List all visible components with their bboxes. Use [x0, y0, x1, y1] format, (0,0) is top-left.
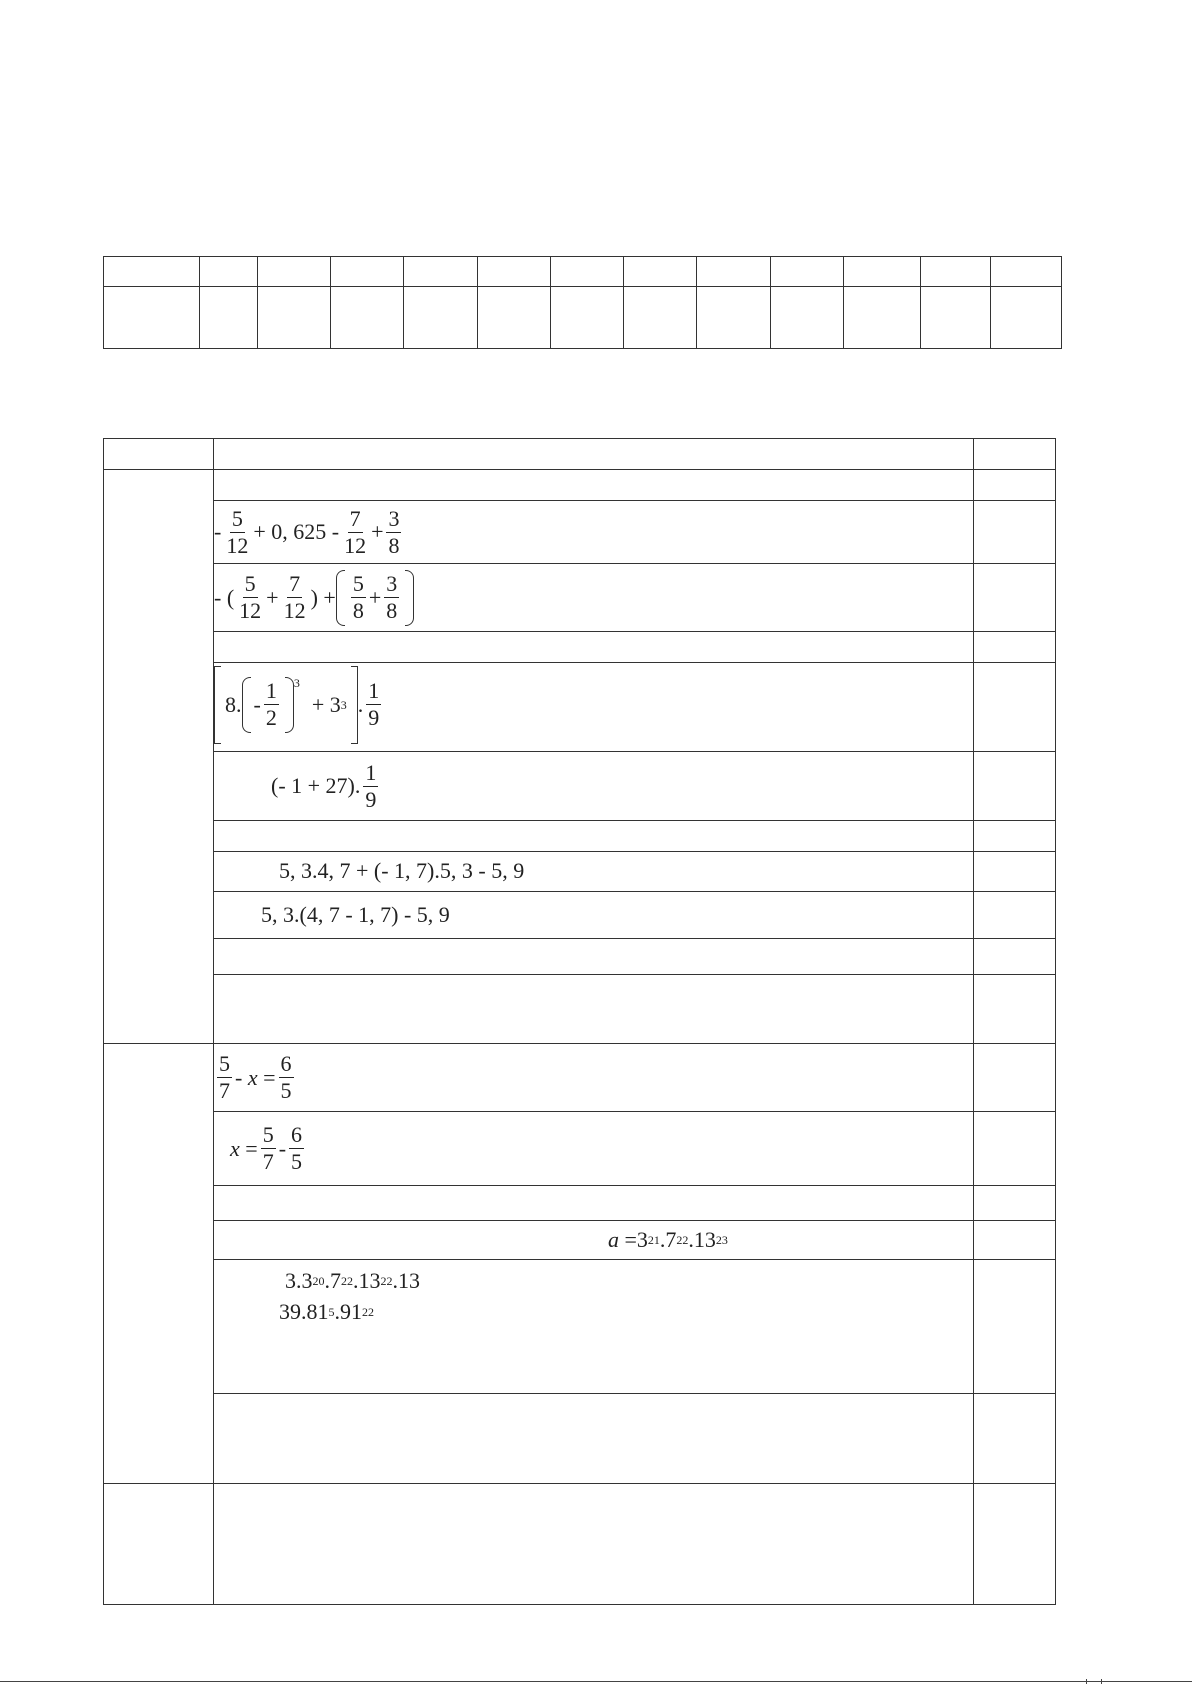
numerator: 7: [349, 505, 361, 531]
plus-sign: +: [368, 584, 382, 610]
denominator: 5: [291, 1149, 303, 1174]
right-paren: [405, 570, 414, 626]
expression-p7: [214, 1053, 297, 1102]
step-cell: [214, 632, 974, 663]
score-cell: [974, 1221, 1056, 1260]
table-row: [104, 939, 1056, 975]
step-cell: [214, 892, 974, 939]
table-row: [104, 1044, 1056, 1112]
score-cell: [974, 1186, 1056, 1221]
grid-cell: [844, 257, 921, 287]
expression-p2: [214, 570, 414, 626]
fraction: [261, 1124, 276, 1173]
footer-rule: [0, 1681, 1192, 1682]
score-cell: [974, 1044, 1056, 1112]
denominator: 12: [226, 532, 249, 558]
expression-text: .: [357, 691, 364, 717]
fraction: [384, 573, 399, 622]
step-cell: [214, 1112, 974, 1186]
denominator: 7: [262, 1149, 274, 1174]
fraction: [282, 573, 308, 622]
plus-sign: +: [266, 584, 279, 610]
expression-text: 3.3: [285, 1268, 313, 1293]
table-row: [104, 852, 1056, 892]
expression-text: .13: [688, 1226, 716, 1252]
score-cell: [974, 632, 1056, 663]
step-cell: [214, 564, 974, 632]
step-cell: [214, 1044, 974, 1112]
grid-cell: [921, 257, 991, 287]
score-cell: [974, 939, 1056, 975]
table-row: [104, 1260, 1056, 1394]
content-header-cell: [214, 439, 974, 470]
table-row: [104, 663, 1056, 752]
table-row: [104, 1112, 1056, 1186]
numerator: 6: [291, 1122, 303, 1147]
step-cell: [214, 501, 974, 564]
answer-grid-header-row: [104, 257, 1062, 287]
left-paren: [242, 677, 251, 733]
expression-text: (- 1 + 27).: [271, 773, 361, 798]
step-cell: [214, 821, 974, 852]
expression-text: =3: [624, 1226, 648, 1252]
score-cell: [974, 852, 1056, 892]
fraction: [237, 573, 263, 622]
expression-text: .13: [392, 1268, 420, 1293]
score-cell: [974, 1112, 1056, 1186]
fraction: [217, 1053, 232, 1102]
step-cell: [214, 663, 974, 752]
table-row: [104, 564, 1056, 632]
denominator: 12: [239, 598, 262, 623]
denominator: 9: [368, 705, 380, 730]
page-mark: [1086, 1679, 1102, 1684]
expression-p11: [214, 1301, 973, 1324]
numerator: 5: [219, 1051, 230, 1076]
expression-p9: a =3 21 .7 22 .13 23: [608, 1226, 728, 1252]
grid-cell: [771, 257, 844, 287]
step-cell: [214, 1260, 974, 1394]
expression-text: 8.: [225, 691, 242, 717]
expression-text: .7: [324, 1268, 341, 1293]
table-row: [104, 752, 1056, 821]
score-cell: [974, 1260, 1056, 1394]
denominator: 9: [365, 786, 377, 812]
variable: x: [230, 1135, 240, 1161]
table-header-row: [104, 439, 1056, 470]
step-cell: [214, 975, 974, 1044]
denominator: 8: [352, 598, 364, 623]
grid-cell: [991, 257, 1062, 287]
denominator: 12: [344, 532, 367, 558]
fraction: [363, 759, 378, 812]
step-cell: [214, 1186, 974, 1221]
table-row: [104, 1221, 1056, 1260]
numerator: 5: [231, 505, 243, 531]
numerator: 3: [386, 571, 398, 596]
score-cell: [974, 892, 1056, 939]
expression-p6: 5, 3.(4, 7 - 1, 7) - 5, 9: [261, 901, 450, 927]
grid-cell: [258, 287, 331, 349]
denominator: 2: [265, 705, 277, 730]
right-bracket: [351, 666, 358, 744]
numerator: 1: [368, 678, 380, 703]
fraction: [342, 505, 368, 558]
question-cell-1: [104, 470, 214, 1044]
grid-cell: [478, 287, 551, 349]
denominator: 5: [280, 1078, 292, 1103]
grid-cell: [697, 287, 771, 349]
table-row: [104, 821, 1056, 852]
expression-p3: 8. - $\frac{1}{2}$ $^3$ + 3 3 . $\frac{1}{9}$: [214, 666, 384, 744]
step-cell: [214, 470, 974, 501]
denominator: 8: [388, 532, 400, 558]
table-row: [104, 1186, 1056, 1221]
expression-line: 3.3 20 .7 22 .13 22 .13: [285, 1268, 420, 1293]
numerator: 1: [265, 678, 277, 703]
numerator: 5: [244, 571, 256, 596]
expression-text: ) +: [310, 584, 336, 610]
expression-text: + 0, 625 -: [253, 519, 340, 544]
answer-grid: [103, 256, 1062, 349]
fraction: [386, 505, 401, 558]
grid-cell: [844, 287, 921, 349]
grid-cell: [404, 287, 478, 349]
variable: x: [247, 1064, 258, 1090]
table-row: [104, 975, 1056, 1044]
grid-cell: [624, 287, 697, 349]
denominator: 7: [219, 1078, 230, 1103]
expression-line: 39.81 5 .91 22: [279, 1299, 374, 1324]
step-cell: [214, 1484, 974, 1605]
grid-cell: [200, 257, 258, 287]
grid-cell: [200, 287, 258, 349]
expression-text: .13: [353, 1268, 381, 1293]
minus-sign: -: [235, 1064, 243, 1090]
expression-text: - (: [214, 584, 235, 610]
score-cell: [974, 564, 1056, 632]
numerator: 1: [365, 759, 377, 785]
grid-cell: [104, 257, 200, 287]
variable: a: [608, 1226, 619, 1252]
step-cell: [214, 1394, 974, 1484]
fraction: [279, 1053, 294, 1102]
denominator: 12: [283, 598, 306, 623]
table-row: [104, 892, 1056, 939]
right-paren: [285, 677, 294, 733]
minus-sign: -: [253, 691, 261, 717]
step-cell: [214, 852, 974, 892]
step-cell: [214, 1221, 974, 1260]
score-cell: [974, 821, 1056, 852]
question-header-cell: [104, 439, 214, 470]
score-cell: [974, 470, 1056, 501]
equals-sign: =: [245, 1135, 258, 1161]
numerator: 6: [280, 1051, 292, 1076]
grid-cell: [478, 257, 551, 287]
equals-sign: =: [263, 1064, 276, 1090]
step-cell: [214, 752, 974, 821]
grid-cell: [624, 257, 697, 287]
expression-text: 39.81: [279, 1299, 329, 1324]
table-row: [104, 1484, 1056, 1605]
score-cell: [974, 1394, 1056, 1484]
denominator: 8: [386, 598, 398, 623]
fraction: [289, 1124, 304, 1173]
expression-text: + 3: [311, 691, 341, 717]
fraction: [351, 573, 366, 622]
expression-p8: [230, 1124, 307, 1173]
left-paren: [336, 570, 345, 626]
numerator: 5: [352, 571, 364, 596]
expression-text: .91: [334, 1299, 362, 1324]
grid-cell: [404, 257, 478, 287]
table-row: [104, 501, 1056, 564]
grid-cell: [991, 287, 1062, 349]
table-row: [104, 1394, 1056, 1484]
fraction: [264, 680, 279, 729]
expression-text: .7: [659, 1226, 677, 1252]
score-header-cell: [974, 439, 1056, 470]
grid-cell: [771, 287, 844, 349]
grid-cell: [331, 257, 404, 287]
grid-cell: [104, 287, 200, 349]
expression-p5: 5, 3.4, 7 + (- 1, 7).5, 3 - 5, 9: [279, 858, 525, 883]
question-cell-2: [104, 1044, 214, 1484]
grid-cell: [921, 287, 991, 349]
score-cell: [974, 1484, 1056, 1605]
grid-cell: [697, 257, 771, 287]
left-bracket: [214, 666, 221, 744]
numerator: 7: [289, 571, 301, 596]
score-cell: [974, 975, 1056, 1044]
expression-p1: [214, 505, 404, 558]
score-cell: [974, 663, 1056, 752]
minus-sign: -: [214, 519, 222, 544]
expression-p4: [271, 759, 381, 812]
minus-sign: -: [278, 1135, 287, 1161]
table-row: [104, 470, 1056, 501]
solution-table: [103, 438, 1056, 1605]
grid-cell: [258, 257, 331, 287]
grid-cell: [551, 287, 624, 349]
plus-sign: +: [371, 519, 384, 544]
grid-cell: [331, 287, 404, 349]
answer-grid-answer-row: [104, 287, 1062, 349]
grid-cell: [551, 257, 624, 287]
step-cell: [214, 939, 974, 975]
numerator: 5: [262, 1122, 274, 1147]
table-row: [104, 632, 1056, 663]
score-cell: [974, 752, 1056, 821]
fraction: [366, 680, 381, 729]
numerator: 3: [388, 505, 400, 531]
fraction: [224, 505, 250, 558]
question-cell-3: [104, 1484, 214, 1605]
expression-p10: [214, 1270, 973, 1293]
score-cell: [974, 501, 1056, 564]
